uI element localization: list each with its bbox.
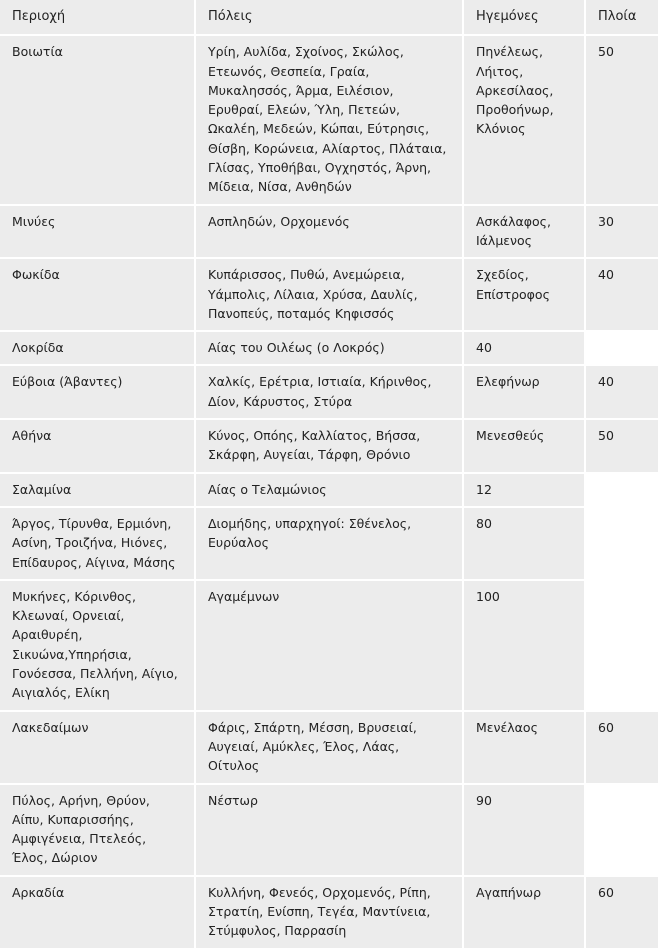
cell-cities: Υρίη, Αυλίδα, Σχοίνος, Σκώλος, Ετεωνός, Θεσπεία, Γραία, Μυκαλησσός, Άρμα, Ειλέσιον, Ερυθραί, Ελεών, Ύλη, Πετεών, Ωκαλέη, Μεδεών, Κώπαι, Εύτρησις, Θίσβη, Κορώνεια, Αλίαρτος, Πλάταια, Γλίσας, Υποθήβαι, Ογχηστός, Άρνη, Μίδεια, Νίσα, Ανθηδών <box>196 36 464 205</box>
table-row <box>0 785 660 877</box>
cell-cities: Αγαμέμνων <box>196 581 464 712</box>
cell-region: Αρκαδία <box>0 877 196 950</box>
table-row <box>0 581 660 712</box>
table-row <box>0 206 660 260</box>
cell-region: Φωκίδα <box>0 259 196 332</box>
cell-leaders: 80 <box>464 508 586 581</box>
table-row <box>0 877 660 950</box>
cell-ships <box>586 581 660 712</box>
cell-ships: 60 <box>586 712 660 785</box>
table-row <box>0 36 660 205</box>
cell-leaders: 100 <box>464 581 586 712</box>
cell-cities: Ασπληδών, Ορχομενός <box>196 206 464 260</box>
cell-leaders: 40 <box>464 332 586 366</box>
cell-ships <box>586 785 660 877</box>
cell-region: Αθήνα <box>0 420 196 474</box>
cell-leaders: Αγαπήνωρ <box>464 877 586 950</box>
cell-leaders: Μενέλαος <box>464 712 586 785</box>
cell-ships: 30 <box>586 206 660 260</box>
table-row <box>0 712 660 785</box>
cell-cities: Φάρις, Σπάρτη, Μέσση, Βρυσειαί, Αυγειαί, Αμύκλες, Έλος, Λάας, Οίτυλος <box>196 712 464 785</box>
cell-cities: Νέστωρ <box>196 785 464 877</box>
table-row <box>0 259 660 332</box>
cell-leaders: Μενεσθεύς <box>464 420 586 474</box>
header-leaders: Ηγεμόνες <box>464 0 586 36</box>
table-row <box>0 474 660 508</box>
table-row <box>0 508 660 581</box>
cell-leaders: Πηνέλεως, Λήιτος, Αρκεσίλαος, Προθοήνωρ, Κλόνιος <box>464 36 586 205</box>
cell-cities: Χαλκίς, Ερέτρια, Ιστιαία, Κήρινθος, Δίον, Κάρυστος, Στύρα <box>196 366 464 420</box>
cell-ships: 60 <box>586 877 660 950</box>
table-body <box>0 36 660 949</box>
cell-leaders: Σχεδίος, Επίστροφος <box>464 259 586 332</box>
cell-leaders: Ασκάλαφος, Ιάλμενος <box>464 206 586 260</box>
cell-cities: Κυπάρισσος, Πυθώ, Ανεμώρεια, Υάμπολις, Λίλαια, Χρύσα, Δαυλίς, Πανοπεύς, ποταμός Κηφισσός <box>196 259 464 332</box>
cell-cities: Αίας του Οιλέως (ο Λοκρός) <box>196 332 464 366</box>
cell-cities: Αίας ο Τελαμώνιος <box>196 474 464 508</box>
cell-ships <box>586 508 660 581</box>
cell-region: Βοιωτία <box>0 36 196 205</box>
cell-leaders: 12 <box>464 474 586 508</box>
cell-ships <box>586 332 660 366</box>
cell-cities: Κυλλήνη, Φενεός, Ορχομενός, Ρίπη, Στρατίη, Ενίσπη, Τεγέα, Μαντίνεια, Στύμφυλος, Παρρασίη <box>196 877 464 950</box>
header-cities: Πόλεις <box>196 0 464 36</box>
cell-ships: 50 <box>586 36 660 205</box>
header-ships: Πλοία <box>586 0 660 36</box>
header-region: Περιοχή <box>0 0 196 36</box>
cell-ships: 40 <box>586 259 660 332</box>
table-row <box>0 332 660 366</box>
cell-region: Μυκήνες, Κόρινθος, Κλεωναί, Ορνειαί, Αραιθυρέη, Σικυώνα,Υπηρήσια, Γονόεσσα, Πελλήνη, Αίγιο, Αιγιαλός, Ελίκη <box>0 581 196 712</box>
header-row <box>0 0 660 36</box>
cell-region: Λοκρίδα <box>0 332 196 366</box>
cell-region: Λακεδαίμων <box>0 712 196 785</box>
cell-region: Μινύες <box>0 206 196 260</box>
cell-region: Άργος, Τίρυνθα, Ερμιόνη, Ασίνη, Τροιζήνα, Ηιόνες, Επίδαυρος, Αίγινα, Μάσης <box>0 508 196 581</box>
cell-leaders: 90 <box>464 785 586 877</box>
cell-ships: 40 <box>586 366 660 420</box>
cell-leaders: Ελεφήνωρ <box>464 366 586 420</box>
cell-cities: Κύνος, Οπόης, Καλλίατος, Βήσσα, Σκάρφη, Αυγείαι, Τάρφη, Θρόνιο <box>196 420 464 474</box>
cell-region: Εύβοια (Άβαντες) <box>0 366 196 420</box>
cell-ships: 50 <box>586 420 660 474</box>
cell-region: Πύλος, Αρήνη, Θρύον, Αίπυ, Κυπαρισσήης, Αμφιγένεια, Πτελεός, Έλος, Δώριον <box>0 785 196 877</box>
table-row <box>0 420 660 474</box>
table-row <box>0 366 660 420</box>
cell-ships <box>586 474 660 508</box>
cell-cities: Διομήδης, υπαρχηγοί: Σθένελος, Ευρύαλος <box>196 508 464 581</box>
cell-region: Σαλαμίνα <box>0 474 196 508</box>
